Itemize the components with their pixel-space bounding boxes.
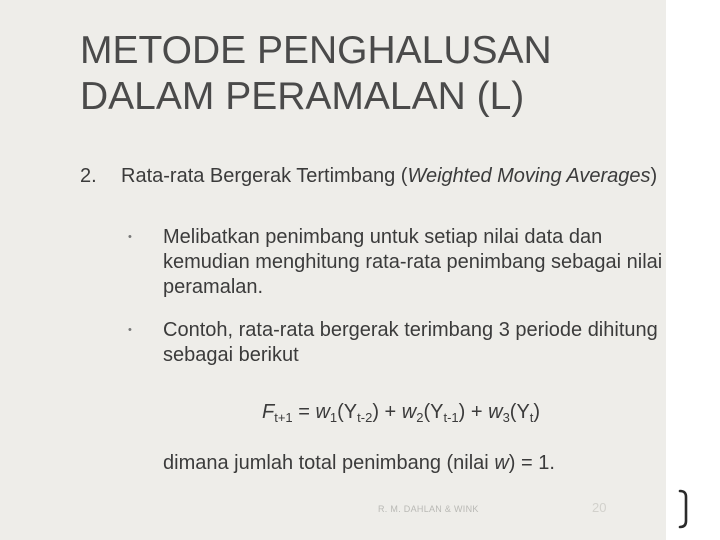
formula-w2-sub: 2 bbox=[416, 410, 424, 425]
formula-y3-open: (Y bbox=[509, 401, 530, 423]
note-var: w bbox=[494, 452, 509, 474]
formula-w2: w bbox=[401, 401, 417, 423]
weights-note bbox=[163, 451, 555, 476]
page-number: 20 bbox=[592, 500, 607, 515]
bullet-item-2: Contoh, rata-rata bergerak terimbang 3 periode dihitung sebagai berikut bbox=[163, 319, 658, 366]
formula-lhs-sub: t+1 bbox=[274, 410, 293, 425]
item-heading-text: Rata-rata Bergerak Tertimbang ( bbox=[121, 165, 408, 187]
slide-title bbox=[80, 28, 650, 120]
item-heading-close: ) bbox=[650, 165, 658, 187]
formula bbox=[262, 399, 540, 425]
formula-y2-sub: t-1 bbox=[443, 410, 459, 425]
formula-w1-sub: 1 bbox=[329, 410, 338, 425]
bullet-dot-1: • bbox=[128, 231, 132, 243]
formula-y3-sub: t bbox=[529, 410, 534, 425]
item-heading bbox=[121, 164, 666, 189]
item-number: 2. bbox=[80, 165, 97, 187]
formula-eq: = bbox=[292, 401, 316, 423]
right-bracket-icon bbox=[676, 489, 696, 529]
formula-y2-close: ) bbox=[458, 401, 466, 423]
formula-y1-sub: t-2 bbox=[357, 410, 373, 425]
note-after: ) = 1. bbox=[508, 452, 555, 474]
item-heading-italic: Weighted Moving Averages bbox=[407, 165, 651, 187]
formula-lhs: F bbox=[262, 401, 275, 423]
formula-y3-close: ) bbox=[533, 401, 541, 423]
note-before: dimana jumlah total penimbang (nilai bbox=[163, 452, 495, 474]
title-line-1: METODE PENGHALUSAN bbox=[80, 29, 552, 72]
bullet-item-1: Melibatkan penimbang untuk setiap nilai data dan kemudian menghitung rata-rata penimbang sebagai nilai peramalan. bbox=[163, 226, 663, 298]
formula-plus-2: + bbox=[465, 401, 489, 423]
formula-w1: w bbox=[315, 401, 330, 423]
bullet-dot-2: • bbox=[128, 324, 132, 336]
formula-w3-sub: 3 bbox=[502, 410, 510, 425]
title-line-2: DALAM PERAMALAN (L) bbox=[80, 75, 525, 118]
formula-y1-open: (Y bbox=[337, 401, 358, 423]
formula-y2-open: (Y bbox=[423, 401, 444, 423]
formula-plus-1: + bbox=[378, 401, 402, 423]
footer-author: R. M. DAHLAN & WINK bbox=[378, 504, 479, 514]
formula-y1-close: ) bbox=[372, 401, 379, 423]
formula-w3: w bbox=[488, 401, 503, 423]
